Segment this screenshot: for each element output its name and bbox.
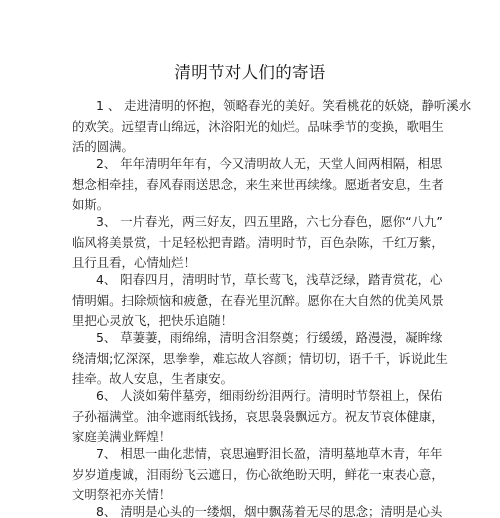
paragraph-line: 6、 人淡如菊伴墓旁，细雨纷纷泪两行。清明时节祭祖上，保佑 [96, 388, 443, 403]
paragraph-4 [72, 270, 444, 332]
paragraph-line: 里把心灵放飞，把快乐追随！ [72, 313, 234, 328]
paragraph-line: 的欢笑。远望青山绵远，沐浴阳光的灿烂。品味季节的变换，歌唱生 [72, 118, 444, 134]
paragraph-line: 8、 清明是心头的一缕烟，烟中飘荡着无尽的思念；清明是心头 [96, 504, 443, 518]
paragraph-2 [72, 154, 444, 216]
paragraph-line: 子孙福满堂。油伞遮雨纸钱扬，哀思袅袅飘远方。祝友节哀体健康， [72, 408, 444, 424]
paragraph-line: 5、 草萋萋，雨绵绵，清明含泪祭奠；行缓缓，路漫漫，凝眸缘 [96, 330, 443, 345]
paragraph-line: 2、 年年清明年年有，今又清明故人无，天堂人间两相隔，相思 [96, 156, 443, 171]
paragraph-line: 4、 阳春四月，清明时节，草长莺飞，浅草泛绿，踏青赏花，心 [96, 272, 443, 287]
paragraph-line: 想念相牵挂，春风春雨送思念，来生来世再续缘。愿逝者安息，生者 [72, 176, 444, 192]
paragraph-8 [72, 502, 443, 518]
paragraph-line: 家庭美满业辉煌！ [72, 429, 172, 444]
paragraph-line: 如斯。 [72, 197, 110, 212]
paragraph-line: 岁岁道虔诚，泪雨纷飞云遮日，伤心欲绝盼天明，鲜花一束表心意， [72, 466, 444, 482]
paragraph-line: 3、 一片春光，两三好友，四五里路，六七分春色，愿你“八九” [96, 214, 443, 229]
paragraph-line: 活的圆满。 [72, 139, 134, 154]
paragraph-line: 情明媚。扫除烦恼和疲惫，在春光里沉醉。愿你在大自然的优美风景 [72, 292, 444, 308]
paragraph-line: 绕清烟;忆深深，思拳拳，难忘故人容颜；情切切，语千千，诉说此生 [72, 350, 448, 366]
paragraph-line: 且行且看，心情灿烂！ [72, 255, 196, 270]
paragraph-1 [72, 96, 472, 158]
paragraph-line: 1 、 走进清明的怀抱，领略春光的美好。笑看桃花的妖娆，静听溪水 [96, 98, 472, 113]
paragraph-6 [72, 386, 444, 448]
paragraph-5 [72, 328, 448, 390]
document-title: 清明节对人们的寄语 [174, 63, 326, 82]
paragraph-line: 挂牵。故人安息，生者康安。 [72, 371, 234, 386]
paragraph-line: 7、 相思一曲化悲情，哀思遍野泪长盈，清明墓地草木青，年年 [96, 446, 443, 461]
paragraph-7 [72, 444, 444, 506]
paragraph-line: 临风将美景赏，十足轻松把青踏。清明时节，百色杂陈，千红万紫， [72, 234, 444, 250]
paragraph-3 [72, 212, 444, 274]
paragraph-line: 文明祭祀亦关情！ [72, 487, 172, 502]
